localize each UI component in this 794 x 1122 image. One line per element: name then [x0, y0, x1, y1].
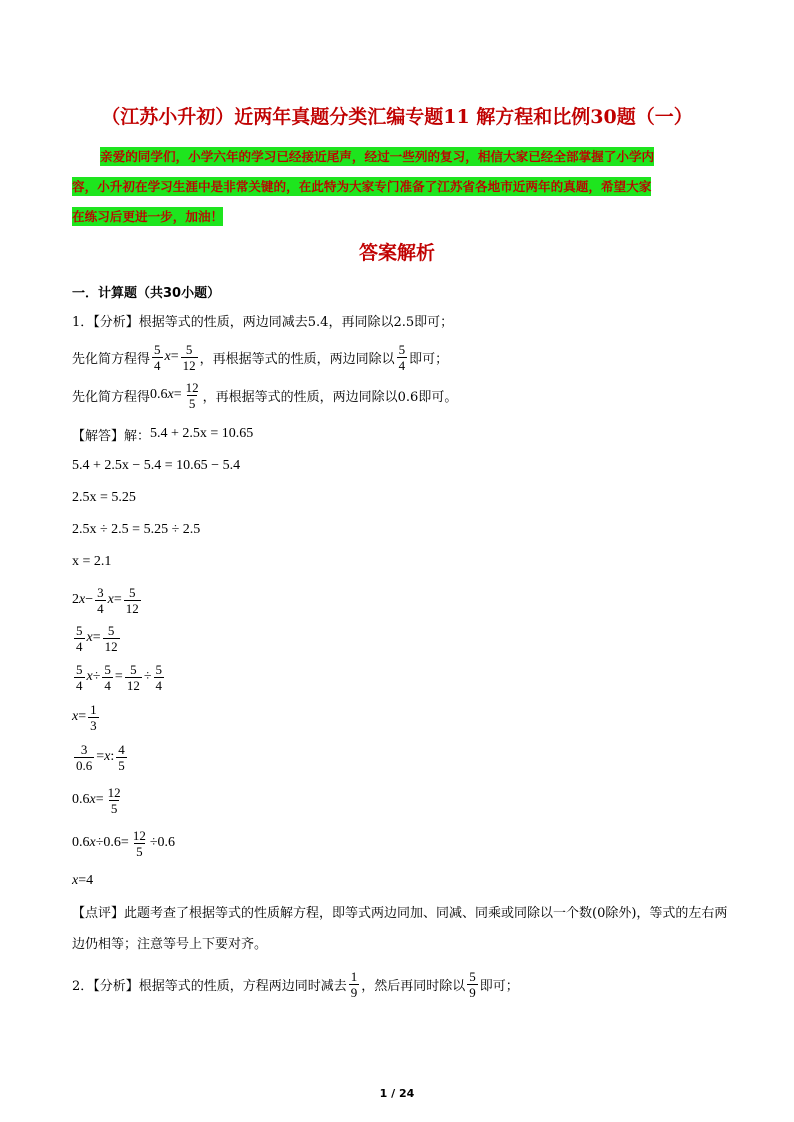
section-heading: 一．计算题（共30小题）: [72, 285, 221, 301]
fraction-3-4: $\frac{3}{4}$: [97, 584, 104, 616]
fraction-1-9: $\frac{1}{9}$: [350, 968, 358, 1000]
q1-a3-mid: ，再根据等式的性质，两边同除以0.6即可。: [202, 389, 458, 405]
equation-step-11: 0.6 x = $\frac{12}{5}$: [72, 784, 121, 816]
intro-paragraph: [72, 142, 722, 232]
q1-solution-line: [72, 419, 253, 449]
equation-step-10: $\frac{3}{0.6}$ = x : $\frac{4}{5}$: [76, 741, 125, 773]
q1-analysis-line-1: 1．【分析】根据等式的性质，两边同减去5.4，再同除以2.5即可；: [72, 314, 454, 330]
equation-step-5: x = 2.1: [72, 554, 112, 569]
equation-step-9: x = $\frac{1}{3}$: [72, 701, 97, 733]
fraction-5-12: $\frac{5}{12}$: [104, 622, 118, 654]
fraction-12-5: $\frac{12}{5}$: [132, 827, 146, 859]
equation-step-2: 5.4 + 2.5x − 5.4 = 10.65 − 5.4: [72, 458, 241, 473]
fraction-5-12: $\frac{5}{12}$: [125, 584, 139, 616]
q2-mid: ，然后再同时除以: [361, 978, 466, 994]
fraction-4-5: $\frac{4}{5}$: [118, 741, 125, 773]
equation-step-12: 0.6 x ÷ 0.6 = $\frac{12}{5}$ ÷ 0.6: [72, 827, 175, 859]
fraction-12-5: $\frac{12}{5}$: [185, 379, 199, 411]
equation-step-13: x = 4: [72, 873, 94, 888]
fraction-12-5: $\frac{12}{5}$: [107, 784, 121, 816]
answer-title: 答案解析: [358, 242, 435, 264]
q1-a3-prefix: 先化简方程得: [72, 389, 151, 405]
intro-line-2: 容，小升初在学习生涯中是非常关键的，在此特为大家专门准备了江苏省各地市近两年的真题，希望大家: [72, 179, 652, 194]
fraction-3-0.6: $\frac{3}{0.6}$: [76, 741, 93, 773]
document-title: （江苏小升初）近两年真题分类汇编专题11 解方程和比例30题（一）: [101, 106, 693, 128]
fraction-5-4: $\frac{5}{4}$: [76, 622, 83, 654]
fraction-5-4: $\frac{5}{4}$: [398, 341, 406, 373]
fraction-1-3: $\frac{1}{3}$: [90, 701, 97, 733]
fraction-5-4: $\frac{5}{4}$: [104, 661, 111, 693]
equation-step-1: 5.4 + 2.5x = 10.65: [150, 426, 254, 441]
q1-analysis-line-2: 先化简方程得 $\frac{5}{4}$ x = $\frac{5}{12}$ ，再根据等式的性质，两边同除以 $\frac{5}{4}$ 即可；: [72, 341, 449, 373]
fraction-5-4: $\frac{5}{4}$: [76, 661, 83, 693]
equation-step-7: $\frac{5}{4}$ x = $\frac{5}{12}$: [76, 622, 118, 654]
intro-line-3: 在练习后更进一步，加油！: [72, 209, 224, 224]
fraction-5-4: $\frac{5}{4}$: [155, 661, 162, 693]
equation-step-3: 2.5x = 5.25: [72, 490, 136, 505]
fraction-5-9: $\frac{5}{9}$: [469, 968, 476, 1000]
fraction-5-4: $\frac{5}{4}$: [154, 341, 161, 373]
q1-a2-suffix: 即可；: [409, 351, 449, 367]
q2-analysis-line: [72, 964, 519, 1004]
equation-step-8: $\frac{5}{4}$ x ÷ $\frac{5}{4}$ = $\frac{5}{12}$ ÷ $\frac{5}{4}$: [76, 661, 162, 693]
q1-a2-mid: ，再根据等式的性质，两边同除以: [199, 351, 395, 367]
fraction-5-12: $\frac{5}{12}$: [182, 341, 196, 373]
page-number: 1 / 24: [379, 1087, 415, 1100]
intro-line-1: 亲爱的同学们，小学六年的学习已经接近尾声，经过一些列的复习，相信大家已经全部掌握了小学内: [100, 149, 655, 164]
q2-suffix: 即可；: [479, 978, 519, 994]
fraction-5-12: $\frac{5}{12}$: [126, 661, 140, 693]
equation-step-6: 2 x − $\frac{3}{4}$ x = $\frac{5}{12}$: [72, 584, 139, 616]
q1-comment: 【点评】此题考查了根据等式的性质解方程，即等式两边同加、同减、同乘或同除以一个数(0除外)，等式的左右两边仍相等；注意等号上下要对齐。: [72, 906, 728, 952]
q1-analysis-line-3: 先化简方程得 0.6 x = $\frac{12}{5}$ ，再根据等式的性质，两边同除以0.6即可。: [72, 379, 458, 411]
q1-a2-prefix: 先化简方程得: [72, 351, 151, 367]
q2-prefix: 2．【分析】根据等式的性质，方程两边同时减去: [72, 978, 347, 994]
equation-step-4: 2.5x ÷ 2.5 = 5.25 ÷ 2.5: [72, 522, 201, 537]
solution-label: 【解答】解：: [72, 428, 151, 444]
